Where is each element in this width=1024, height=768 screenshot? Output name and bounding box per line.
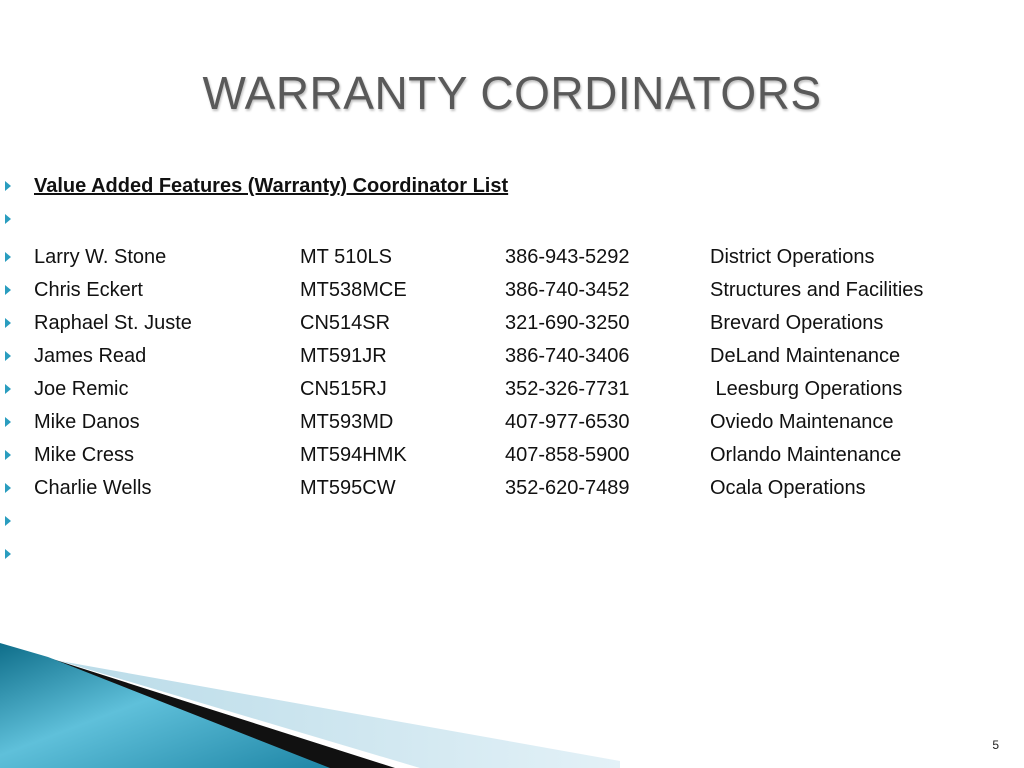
coordinator-phone: 352-620-7489 — [505, 477, 630, 499]
coordinator-code: CN514SR — [300, 312, 391, 334]
coordinator-name: Chris Eckert — [34, 279, 143, 301]
coordinator-row — [0, 242, 1024, 275]
coordinator-name: Mike Cress — [34, 444, 135, 466]
coordinator-code: MT 510LS — [300, 246, 392, 268]
coordinator-phone: 386-740-3406 — [505, 345, 630, 367]
page-number: 5 — [992, 738, 999, 752]
coordinator-unit: DeLand Maintenance — [710, 345, 901, 367]
coordinator-name: Mike Danos — [34, 411, 140, 433]
coordinator-phone: 407-977-6530 — [505, 411, 630, 433]
coordinator-row — [0, 341, 1024, 374]
coordinator-code: MT594HMK — [300, 444, 407, 466]
bullet-heading — [0, 171, 1024, 204]
coordinator-unit: Brevard Operations — [710, 312, 884, 334]
coordinator-name: Raphael St. Juste — [34, 312, 192, 334]
coordinator-phone: 321-690-3250 — [505, 312, 630, 334]
coordinator-unit: Orlando Maintenance — [710, 444, 902, 466]
bullet-marker-icon — [5, 181, 11, 191]
coordinator-phone: 386-943-5292 — [505, 246, 630, 268]
bullet-empty — [0, 204, 1024, 242]
bullet-marker-icon — [5, 214, 11, 224]
bullet-marker-icon — [5, 450, 11, 460]
coordinator-phone: 386-740-3452 — [505, 279, 630, 301]
coordinator-unit: Leesburg Operations — [710, 378, 903, 400]
bullet-marker-icon — [5, 318, 11, 328]
slide-title: WARRANTY CORDINATORS — [202, 67, 822, 119]
coordinator-code: CN515RJ — [300, 378, 387, 400]
coordinator-name: Joe Remic — [34, 378, 129, 400]
coordinator-code: MT593MD — [300, 411, 394, 433]
coordinator-unit: Ocala Operations — [710, 477, 866, 499]
coordinator-unit: Structures and Facilities — [710, 279, 924, 301]
bullet-marker-icon — [5, 351, 11, 361]
coordinator-row — [0, 374, 1024, 407]
bullet-marker-icon — [5, 285, 11, 295]
coordinator-unit: District Operations — [710, 246, 875, 268]
coordinator-phone: 407-858-5900 — [505, 444, 630, 466]
bullet-marker-icon — [5, 252, 11, 262]
bullet-marker-icon — [5, 516, 11, 526]
bullet-marker-icon — [5, 549, 11, 559]
list-heading: Value Added Features (Warranty) Coordinator List — [34, 175, 509, 197]
coordinator-row — [0, 275, 1024, 308]
bullet-marker-icon — [5, 384, 11, 394]
coordinator-unit: Oviedo Maintenance — [710, 411, 894, 433]
coordinator-row — [0, 407, 1024, 440]
coordinator-code: MT538MCE — [300, 279, 407, 301]
bullet-empty — [0, 539, 1024, 572]
bullet-list — [0, 171, 1024, 572]
coordinator-code: MT595CW — [300, 477, 396, 499]
coordinator-row — [0, 308, 1024, 341]
coordinator-row — [0, 440, 1024, 473]
bullet-marker-icon — [5, 417, 11, 427]
coordinator-name: Charlie Wells — [34, 477, 152, 499]
coordinator-row — [0, 473, 1024, 506]
coordinator-code: MT591JR — [300, 345, 387, 367]
coordinator-phone: 352-326-7731 — [505, 378, 630, 400]
coordinator-name: Larry W. Stone — [34, 246, 167, 268]
wave-decoration — [0, 643, 620, 768]
coordinator-name: James Read — [34, 345, 147, 367]
bullet-marker-icon — [5, 483, 11, 493]
bullet-empty — [0, 506, 1024, 539]
